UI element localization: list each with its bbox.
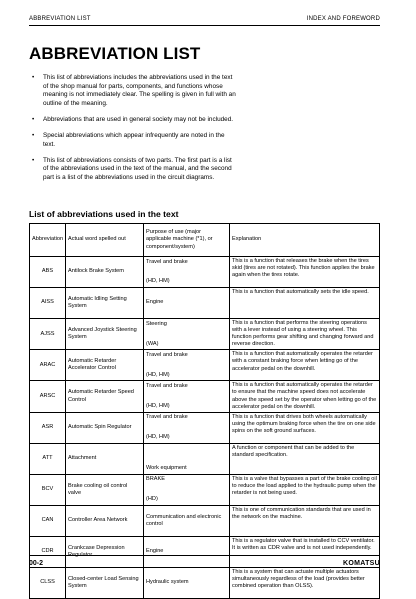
- cell-actual-word: Closed-center Load Sensing System: [66, 567, 144, 598]
- cell-abbreviation: ARSC: [30, 381, 66, 412]
- running-header-right: INDEX AND FOREWORD: [306, 16, 380, 22]
- use-machine: Work equipment: [146, 465, 187, 472]
- use-machine: (HD, HM): [146, 371, 170, 378]
- table-row: [30, 505, 380, 536]
- table-row: [30, 443, 380, 474]
- cell-explanation: This is a regulator valve that is installed to CCV ventilator. It is written as CDR valve and is not used independently.: [230, 536, 380, 567]
- use-machine: (HD): [146, 496, 158, 503]
- use-primary: Travel and brake: [146, 414, 188, 421]
- cell-explanation: This is a function that automatically operates the retarder to ensure that the machine speed does not accelerate above the speed set by the operator when letting go of the accelerator pedal on the downhill.: [230, 381, 380, 412]
- page-number: 00-2: [29, 560, 44, 567]
- cell-purpose-of-use: [144, 474, 230, 505]
- cell-actual-word: Automatic Spin Regulator: [66, 412, 144, 443]
- use-primary: Travel and brake: [146, 258, 188, 265]
- cell-actual-word: Automatic Idling Setting System: [66, 288, 144, 319]
- cell-purpose-of-use: [144, 350, 230, 381]
- cell-actual-word: Automatic Retarder Accelerator Control: [66, 350, 144, 381]
- cell-abbreviation: ASR: [30, 412, 66, 443]
- cell-actual-word: Advanced Joystick Steering System: [66, 319, 144, 350]
- cell-actual-word: Automatic Retarder Speed Control: [66, 381, 144, 412]
- cell-purpose-of-use: [144, 257, 230, 288]
- table-row: [30, 350, 380, 381]
- cell-abbreviation: CLSS: [30, 567, 66, 598]
- abbreviation-table: [29, 223, 380, 599]
- cell-actual-word: Controller Area Network: [66, 505, 144, 536]
- cell-explanation: This is a function that performs the steering operations with a lever instead of using a steering wheel. This function performs gear shifting and changing forward and reverse direction.: [230, 319, 380, 350]
- brand-name: KOMATSU: [343, 560, 380, 567]
- table-row: [30, 288, 380, 319]
- table-row: [30, 567, 380, 598]
- cell-explanation: This is a valve that bypasses a part of the brake cooling oil to reduce the load applied to the hydraulic pump when the retarder is not being used.: [230, 474, 380, 505]
- header-rule: [29, 25, 380, 26]
- use-primary: Travel and brake: [146, 383, 188, 390]
- cell-abbreviation: CAN: [30, 505, 66, 536]
- intro-bullet: • This list of abbreviations consists of two parts. The first part is a list of the abbreviations used in the text of the manual, and the second part is a list of the abbreviations used in the circuit diagrams.: [30, 157, 238, 183]
- use-primary: Steering: [146, 320, 167, 327]
- table-header-row: [30, 224, 380, 257]
- page-title: ABBREVIATION LIST: [29, 44, 201, 63]
- section-title: List of abbreviations used in the text: [29, 209, 179, 219]
- use-primary: Communication and electronic control: [146, 513, 222, 527]
- table-row: [30, 474, 380, 505]
- intro-bullet: • Abbreviations that are used in general society may not be included.: [30, 116, 238, 125]
- cell-explanation: This is a function that releases the brake when the tires skid (tires are not rotated). This function applies the brake again when the tires rotate.: [230, 257, 380, 288]
- cell-abbreviation: ARAC: [30, 350, 66, 381]
- running-header-left: ABBREVIATION LIST: [29, 16, 91, 22]
- cell-explanation: This is a system that can actuate multiple actuators simultaneously regardless of the load (provides better combined operation than OLSS).: [230, 567, 380, 598]
- cell-actual-word: Attachment: [66, 443, 144, 474]
- cell-abbreviation: AJSS: [30, 319, 66, 350]
- cell-purpose-of-use: [144, 443, 230, 474]
- intro-bullet: • Special abbreviations which appear infrequently are noted in the text.: [30, 132, 238, 149]
- cell-explanation: This is a function that automatically operates the retarder with a constant braking force when letting go of the accelerator pedal on the downhill.: [230, 350, 380, 381]
- cell-actual-word: Antilock Brake System: [66, 257, 144, 288]
- header-purpose-of-use: Purpose of use (major applicable machine (*1), or component/system): [144, 224, 230, 257]
- cell-purpose-of-use: [144, 536, 230, 567]
- header-explanation: Explanation: [230, 224, 380, 257]
- table-row: [30, 257, 380, 288]
- intro-bullet-list: [30, 74, 238, 190]
- use-primary: Engine: [146, 548, 164, 555]
- use-machine: (HD, HM): [146, 278, 170, 285]
- cell-purpose-of-use: [144, 505, 230, 536]
- table-row: [30, 319, 380, 350]
- cell-abbreviation: CDR: [30, 536, 66, 567]
- use-primary: Travel and brake: [146, 351, 188, 358]
- use-primary: Engine: [146, 299, 164, 306]
- cell-explanation: This is a function that automatically sets the idle speed.: [230, 288, 380, 319]
- header-actual-word: Actual word spelled out: [66, 224, 144, 257]
- header-abbreviation: Abbreviation: [30, 224, 66, 257]
- cell-purpose-of-use: [144, 288, 230, 319]
- cell-purpose-of-use: [144, 319, 230, 350]
- use-primary: Hydraulic system: [146, 579, 189, 586]
- use-primary: BRAKE: [146, 476, 165, 483]
- cell-purpose-of-use: [144, 412, 230, 443]
- use-machine: (HD, HM): [146, 402, 170, 409]
- cell-explanation: This is one of communication standards that are used in the network on the machine.: [230, 505, 380, 536]
- cell-abbreviation: AISS: [30, 288, 66, 319]
- cell-abbreviation: ABS: [30, 257, 66, 288]
- footer-rule: [29, 555, 380, 556]
- use-machine: (HD, HM): [146, 434, 170, 441]
- cell-explanation: This is a function that drives both wheels automatically using the optimum braking force when the tire on one side spins on the soft ground surfaces.: [230, 412, 380, 443]
- cell-actual-word: Crankcase Depression Regulator: [66, 536, 144, 567]
- cell-abbreviation: ATT: [30, 443, 66, 474]
- cell-explanation: A function or component that can be added to the standard specification.: [230, 443, 380, 474]
- cell-actual-word: Brake cooling oil control valve: [66, 474, 144, 505]
- cell-abbreviation: BCV: [30, 474, 66, 505]
- table-row: [30, 536, 380, 567]
- cell-purpose-of-use: [144, 567, 230, 598]
- cell-purpose-of-use: [144, 381, 230, 412]
- intro-bullet: • This list of abbreviations includes the abbreviations used in the text of the shop manual for parts, components, and functions whose meaning is not immediately clear. The spelling is given in full with an outline of the meaning.: [30, 74, 238, 108]
- table-row: [30, 412, 380, 443]
- use-machine: (WA): [146, 340, 159, 347]
- table-row: [30, 381, 380, 412]
